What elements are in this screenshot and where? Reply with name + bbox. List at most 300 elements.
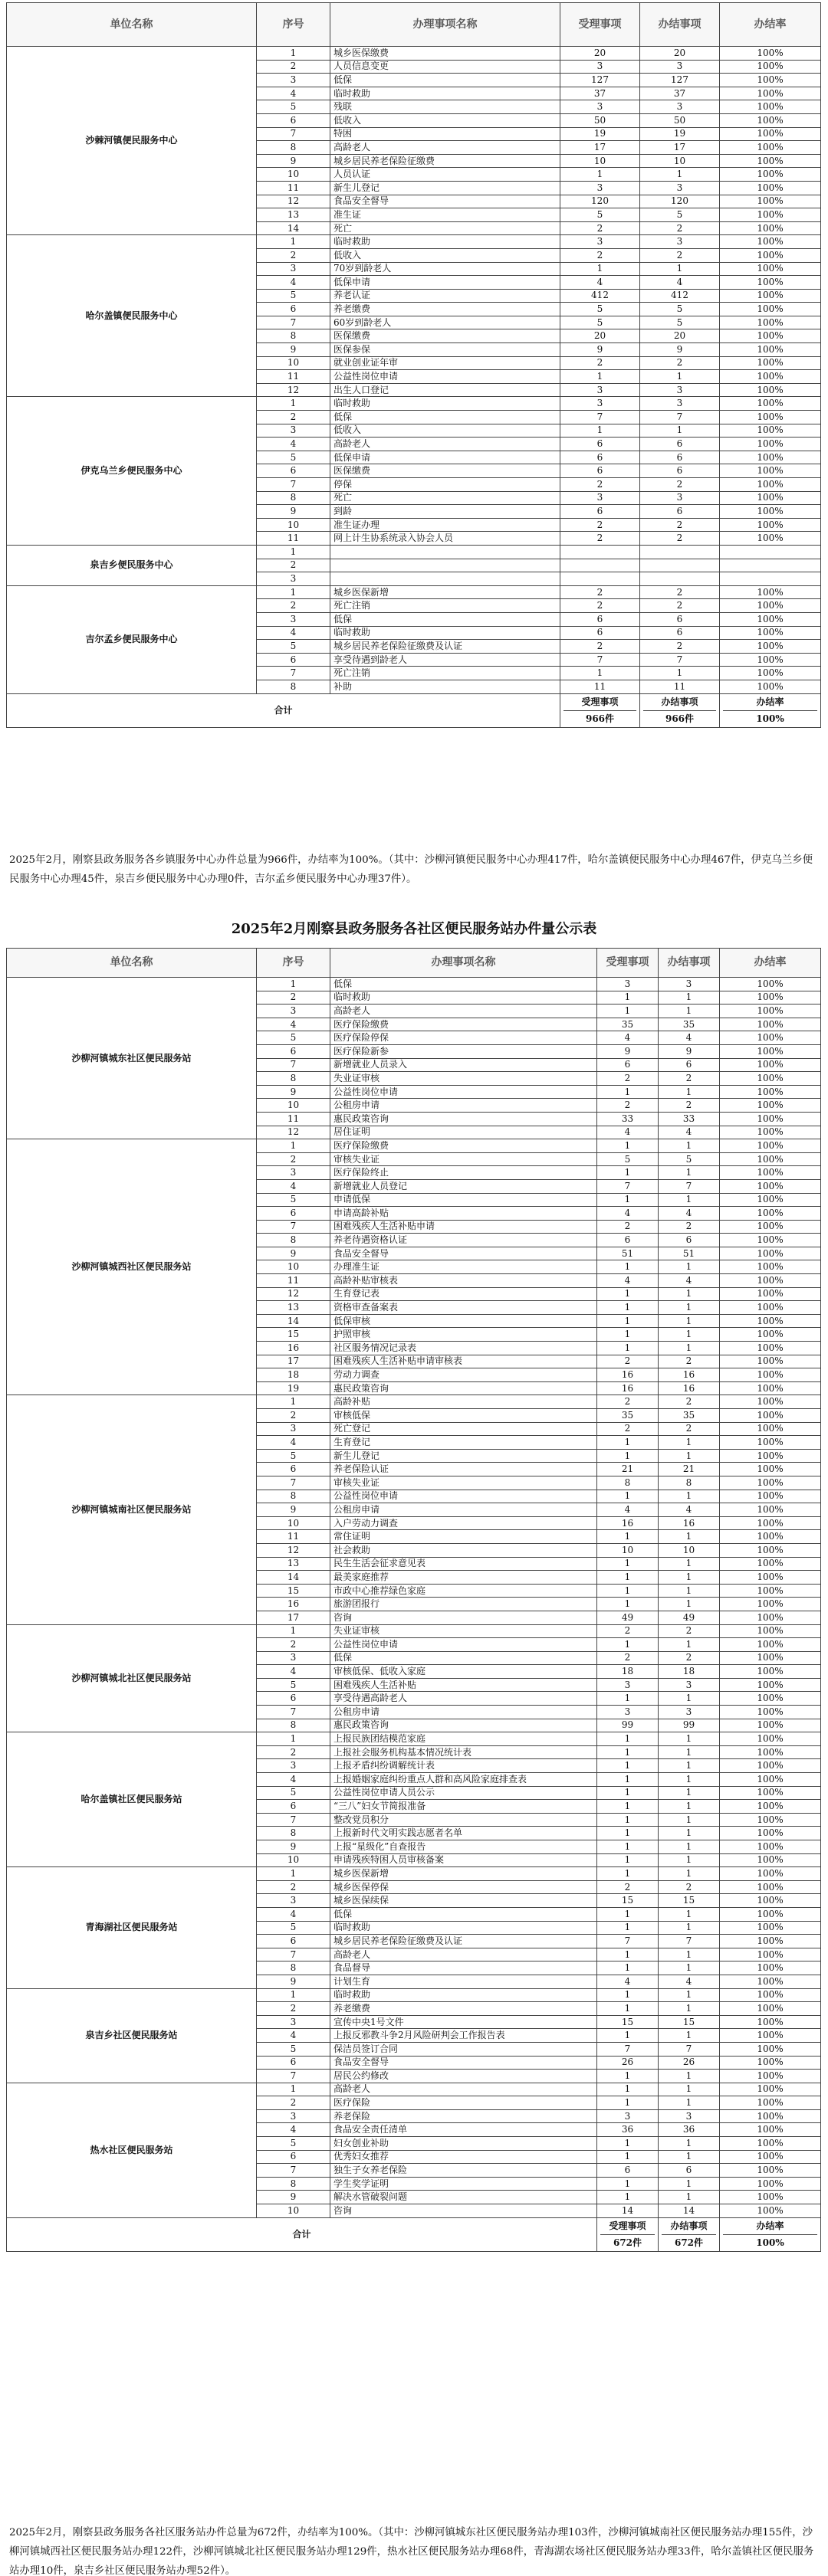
completed-count: 4 (640, 276, 720, 290)
unit-name: 热水社区便民服务站 (7, 2083, 257, 2217)
row-seq: 10 (257, 2204, 330, 2218)
item-name: 申请残疾特困人员审核备案 (330, 1853, 597, 1867)
accepted-count: 6 (560, 612, 640, 626)
row-seq: 4 (257, 626, 330, 640)
completed-count: 7 (659, 2042, 720, 2056)
item-name: 计划生育 (330, 1975, 597, 1988)
completion-rate: 100% (720, 1786, 821, 1800)
completed-count: 3 (659, 1678, 720, 1692)
item-name: 临时救助 (330, 991, 597, 1005)
row-seq: 3 (257, 612, 330, 626)
item-name: 新生儿登记 (330, 1449, 597, 1463)
item-name: 保洁员签订合同 (330, 2042, 597, 2056)
completed-count: 1 (640, 168, 720, 182)
item-name: 临时救助 (330, 626, 560, 640)
completion-rate: 100% (720, 1975, 821, 1988)
item-name: 城乡医保新增 (330, 1867, 597, 1881)
completed-count: 4 (659, 1503, 720, 1517)
accepted-count: 1 (597, 1436, 659, 1450)
accepted-count: 4 (597, 1503, 659, 1517)
completion-rate: 100% (720, 1813, 821, 1827)
completion-rate: 100% (720, 1706, 821, 1719)
item-name: 城乡医保停保 (330, 1880, 597, 1894)
row-seq: 4 (257, 2123, 330, 2137)
completion-rate: 100% (720, 1665, 821, 1679)
row-seq: 2 (257, 559, 330, 572)
completed-count: 1 (659, 1287, 720, 1301)
row-seq: 7 (257, 478, 330, 492)
accepted-count: 2 (560, 532, 640, 546)
completed-count: 20 (640, 47, 720, 61)
row-seq: 10 (257, 1099, 330, 1113)
completion-rate: 100% (720, 1058, 821, 1072)
row-seq: 1 (257, 47, 330, 61)
row-seq: 3 (257, 424, 330, 438)
row-seq: 3 (257, 1759, 330, 1773)
accepted-count: 1 (597, 1449, 659, 1463)
accepted-count: 1 (597, 2096, 659, 2110)
row-seq: 1 (257, 1395, 330, 1409)
row-seq: 7 (257, 1706, 330, 1719)
completed-count: 51 (659, 1247, 720, 1260)
row-seq: 6 (257, 1800, 330, 1814)
row-seq: 2 (257, 2096, 330, 2110)
completed-count: 2 (640, 599, 720, 613)
completion-rate: 100% (720, 2042, 821, 2056)
accepted-count: 1 (597, 1745, 659, 1759)
accepted-count: 3 (560, 100, 640, 114)
item-name: 劳动力调查 (330, 1368, 597, 1382)
completed-count: 2 (659, 1651, 720, 1665)
item-name: 死亡注销 (330, 599, 560, 613)
item-name: 低保 (330, 1651, 597, 1665)
completion-rate: 100% (720, 680, 821, 693)
completion-rate: 100% (720, 1368, 821, 1382)
column-header: 受理事项 (597, 949, 659, 978)
row-seq: 4 (257, 87, 330, 100)
completed-count: 4 (659, 1126, 720, 1139)
item-name: 公租房申请 (330, 1706, 597, 1719)
completed-count: 2 (659, 1072, 720, 1086)
accepted-count: 1 (560, 667, 640, 680)
completed-count: 2 (640, 356, 720, 370)
completed-count: 3 (640, 181, 720, 195)
completion-rate: 100% (720, 2015, 821, 2029)
completion-rate: 100% (720, 1314, 821, 1328)
completion-rate: 100% (720, 478, 821, 492)
accepted-count: 10 (560, 154, 640, 168)
item-name: 资格审查备案表 (330, 1301, 597, 1315)
completion-rate: 100% (720, 2123, 821, 2137)
total-cell (659, 2217, 720, 2251)
completion-rate: 100% (720, 221, 821, 235)
completion-rate: 100% (720, 1611, 821, 1624)
item-name: 就业创业证年审 (330, 356, 560, 370)
item-name: 审核低保、低收入家庭 (330, 1665, 597, 1679)
row-seq: 7 (257, 1813, 330, 1827)
row-seq: 9 (257, 1975, 330, 1988)
item-name: 高龄老人 (330, 141, 560, 155)
accepted-count: 1 (597, 1584, 659, 1598)
row-seq: 15 (257, 1328, 330, 1342)
accepted-count: 2 (597, 1072, 659, 1086)
row-seq: 1 (257, 978, 330, 991)
item-name: 城乡居民养老保险征缴费 (330, 154, 560, 168)
completed-count: 6 (640, 505, 720, 519)
row-seq: 3 (257, 1651, 330, 1665)
row-seq: 8 (257, 1719, 330, 1732)
total-value: 672件 (674, 2237, 704, 2248)
row-seq: 9 (257, 154, 330, 168)
accepted-count: 26 (597, 2056, 659, 2070)
row-seq: 13 (257, 208, 330, 222)
completion-rate: 100% (720, 2056, 821, 2070)
accepted-count: 15 (597, 2015, 659, 2029)
total-header: 办结事项 (643, 694, 716, 711)
completed-count: 15 (659, 1894, 720, 1908)
item-name: 低保申请 (330, 276, 560, 290)
completion-rate: 100% (720, 1031, 821, 1045)
row-seq: 5 (257, 451, 330, 464)
accepted-count: 2 (597, 1395, 659, 1409)
completion-rate: 100% (720, 1085, 821, 1099)
accepted-count: 49 (597, 1611, 659, 1624)
item-name: 社会救助 (330, 1543, 597, 1557)
item-name: 独生子女养老保险 (330, 2164, 597, 2178)
item-name: 护照审核 (330, 1328, 597, 1342)
completion-rate: 100% (720, 1287, 821, 1301)
completion-rate: 100% (720, 1193, 821, 1207)
item-name: 入户劳动力调查 (330, 1516, 597, 1530)
accepted-count: 412 (560, 289, 640, 303)
item-name: 临时救助 (330, 1921, 597, 1935)
item-name: 居住证明 (330, 1126, 597, 1139)
item-name: 食品安全督导 (330, 1247, 597, 1260)
accepted-count: 4 (597, 1975, 659, 1988)
accepted-count: 1 (597, 1800, 659, 1814)
completed-count: 9 (659, 1044, 720, 1058)
completion-rate: 100% (720, 113, 821, 127)
accepted-count: 1 (560, 370, 640, 384)
item-name: 申请高龄补贴 (330, 1207, 597, 1221)
completed-count: 1 (659, 2177, 720, 2191)
total-header: 办结事项 (662, 2218, 716, 2235)
accepted-count: 1 (597, 1961, 659, 1975)
row-seq: 10 (257, 518, 330, 532)
row-seq: 6 (257, 1044, 330, 1058)
row-seq: 6 (257, 1935, 330, 1948)
completion-rate: 100% (720, 1624, 821, 1638)
total-cell (640, 693, 720, 727)
item-name: 生育登记表 (330, 1287, 597, 1301)
accepted-count: 1 (597, 1907, 659, 1921)
row-seq: 11 (257, 1112, 330, 1126)
row-seq: 14 (257, 1314, 330, 1328)
accepted-count: 1 (597, 2177, 659, 2191)
completion-rate: 100% (720, 2191, 821, 2204)
completed-count: 35 (659, 1409, 720, 1423)
completion-rate: 100% (720, 127, 821, 141)
completed-count (640, 559, 720, 572)
completion-rate: 100% (720, 1584, 821, 1598)
item-name: 补助 (330, 680, 560, 693)
completion-rate: 100% (720, 1503, 821, 1517)
table-row (7, 1139, 821, 1153)
table-row (7, 2083, 821, 2096)
row-seq: 11 (257, 532, 330, 546)
completion-rate: 100% (720, 343, 821, 357)
item-name: 医疗保险终止 (330, 1166, 597, 1180)
row-seq: 13 (257, 1557, 330, 1571)
completed-count: 15 (659, 2015, 720, 2029)
completed-count: 3 (640, 100, 720, 114)
completion-rate: 100% (720, 1961, 821, 1975)
item-name (330, 572, 560, 586)
completion-rate: 100% (720, 1880, 821, 1894)
item-name: 医疗保险新参 (330, 1044, 597, 1058)
accepted-count: 2 (597, 1651, 659, 1665)
accepted-count: 16 (597, 1368, 659, 1382)
row-seq: 1 (257, 1867, 330, 1881)
item-name: 公益性岗位申请 (330, 1085, 597, 1099)
completed-count: 3 (640, 383, 720, 397)
accepted-count (560, 559, 640, 572)
completion-rate: 100% (720, 1719, 821, 1732)
row-seq: 4 (257, 1018, 330, 1031)
accepted-count: 2 (560, 518, 640, 532)
completed-count: 26 (659, 2056, 720, 2070)
row-seq: 6 (257, 303, 330, 316)
item-name: 社区服务情况记录表 (330, 1342, 597, 1355)
completion-rate: 100% (720, 1840, 821, 1854)
row-seq: 6 (257, 464, 330, 478)
unit-name: 哈尔盖镇便民服务中心 (7, 235, 257, 397)
completed-count: 1 (659, 1598, 720, 1611)
row-seq: 1 (257, 2083, 330, 2096)
completed-count: 1 (659, 2191, 720, 2204)
item-name: 审核低保 (330, 1409, 597, 1423)
row-seq: 9 (257, 1503, 330, 1517)
row-seq: 2 (257, 1409, 330, 1423)
completed-count: 1 (659, 1921, 720, 1935)
table-row (7, 47, 821, 61)
row-seq: 13 (257, 1301, 330, 1315)
item-name: 死亡注销 (330, 667, 560, 680)
row-seq: 11 (257, 370, 330, 384)
completion-rate: 100% (720, 248, 821, 262)
completed-count: 7 (640, 653, 720, 667)
row-seq: 6 (257, 113, 330, 127)
accepted-count: 2 (597, 1355, 659, 1368)
row-seq: 3 (257, 74, 330, 87)
completion-rate: 100% (720, 1745, 821, 1759)
completed-count: 2 (659, 1880, 720, 1894)
completed-count: 14 (659, 2204, 720, 2218)
completed-count: 2 (640, 518, 720, 532)
completion-rate: 100% (720, 316, 821, 329)
completion-rate: 100% (720, 2164, 821, 2178)
item-name: 高龄老人 (330, 1948, 597, 1961)
completed-count: 3 (640, 491, 720, 505)
completion-rate (720, 572, 821, 586)
completed-count: 5 (640, 316, 720, 329)
table-row (7, 1395, 821, 1409)
completion-rate: 100% (720, 1759, 821, 1773)
completed-count: 1 (659, 1436, 720, 1450)
item-name: 养老认证 (330, 289, 560, 303)
row-seq: 2 (257, 2002, 330, 2016)
item-name: 养老保险认证 (330, 1463, 597, 1476)
item-name: 到龄 (330, 505, 560, 519)
total-label: 合计 (7, 2217, 597, 2251)
completed-count: 21 (659, 1463, 720, 1476)
item-name: 公益性岗位申请 (330, 370, 560, 384)
row-seq: 9 (257, 2191, 330, 2204)
completed-count: 1 (659, 1085, 720, 1099)
row-seq: 12 (257, 383, 330, 397)
completion-rate: 100% (720, 1018, 821, 1031)
completion-rate: 100% (720, 397, 821, 411)
item-name: 医疗保险停保 (330, 1031, 597, 1045)
accepted-count: 1 (597, 1301, 659, 1315)
accepted-count: 33 (597, 1112, 659, 1126)
table-row (7, 978, 821, 991)
completed-count: 2 (640, 478, 720, 492)
completion-rate (720, 559, 821, 572)
row-seq: 10 (257, 1853, 330, 1867)
row-seq: 2 (257, 1745, 330, 1759)
completed-count: 2 (659, 1355, 720, 1368)
total-cell (720, 2217, 821, 2251)
completion-rate: 100% (720, 1005, 821, 1018)
completed-count: 6 (659, 1058, 720, 1072)
item-name: 公益性岗位申请人员公示 (330, 1786, 597, 1800)
item-name: 人员信息变更 (330, 60, 560, 74)
table-row (7, 585, 821, 599)
completion-rate: 100% (720, 100, 821, 114)
completion-rate: 100% (720, 1988, 821, 2002)
accepted-count: 120 (560, 195, 640, 208)
accepted-count: 1 (597, 1948, 659, 1961)
total-header: 受理事项 (600, 2218, 655, 2235)
accepted-count: 3 (597, 978, 659, 991)
row-seq: 8 (257, 1961, 330, 1975)
item-name: 惠民政策咨询 (330, 1381, 597, 1395)
accepted-count: 35 (597, 1409, 659, 1423)
accepted-count: 7 (597, 1179, 659, 1193)
row-seq: 4 (257, 1665, 330, 1679)
accepted-count: 1 (597, 991, 659, 1005)
item-name: 低保 (330, 612, 560, 626)
row-seq: 3 (257, 2109, 330, 2123)
item-name: 死亡 (330, 221, 560, 235)
accepted-count: 2 (560, 248, 640, 262)
row-seq: 8 (257, 1072, 330, 1086)
completion-rate: 100% (720, 1530, 821, 1544)
total-header: 受理事项 (564, 694, 636, 711)
row-seq: 7 (257, 316, 330, 329)
completed-count: 120 (640, 195, 720, 208)
completed-count: 7 (640, 411, 720, 424)
accepted-count: 1 (597, 2070, 659, 2083)
unit-name: 沙柳河镇城东社区便民服务站 (7, 978, 257, 1139)
row-seq: 11 (257, 1530, 330, 1544)
completion-rate: 100% (720, 991, 821, 1005)
row-seq: 8 (257, 680, 330, 693)
table-row (7, 1624, 821, 1638)
item-name: 养老缴费 (330, 2002, 597, 2016)
total-cell (720, 693, 821, 727)
completion-rate: 100% (720, 329, 821, 343)
community-summary-note: 2025年2月，刚察县政务服务各社区服务站办件总量为672件，办结率为100%。（其中：沙柳河镇城东社区便民服务站办理103件，沙柳河镇城南社区便民服务站办理155件，沙柳河镇城西社区便民服务站办理122件，沙柳河镇城北社区便民服务站办理129件，热水社区便民服务站办理68件，青海湖农场社区便民服务站办理33件，哈尔盖镇社区便民服务站办理10件，泉吉乡社区便民服务站办理52件）。 (9, 2527, 814, 2576)
row-seq: 3 (257, 2015, 330, 2029)
accepted-count: 35 (597, 1018, 659, 1031)
row-seq: 6 (257, 1692, 330, 1706)
item-name: 死亡 (330, 491, 560, 505)
row-seq: 12 (257, 1543, 330, 1557)
completion-rate: 100% (720, 303, 821, 316)
completed-count: 1 (659, 2096, 720, 2110)
completed-count: 10 (659, 1543, 720, 1557)
row-seq: 2 (257, 248, 330, 262)
item-name: 失业证审核 (330, 1072, 597, 1086)
completion-rate: 100% (720, 1260, 821, 1274)
accepted-count: 3 (597, 2109, 659, 2123)
completion-rate: 100% (720, 47, 821, 61)
accepted-count: 1 (597, 1166, 659, 1180)
completed-count: 4 (659, 1031, 720, 1045)
row-seq: 6 (257, 2056, 330, 2070)
item-name: 居民公约修改 (330, 2070, 597, 2083)
row-seq: 2 (257, 991, 330, 1005)
completion-rate: 100% (720, 653, 821, 667)
item-name: 常住证明 (330, 1530, 597, 1544)
completed-count: 1 (659, 1692, 720, 1706)
completed-count: 1 (659, 1961, 720, 1975)
total-cell (560, 693, 640, 727)
column-header: 序号 (257, 3, 330, 47)
completion-rate: 100% (720, 1867, 821, 1881)
accepted-count: 1 (597, 1786, 659, 1800)
completed-count: 3 (640, 397, 720, 411)
completed-count: 1 (659, 1530, 720, 1544)
completion-rate: 100% (720, 2083, 821, 2096)
accepted-count: 1 (597, 1732, 659, 1746)
completion-rate: 100% (720, 424, 821, 438)
completed-count: 3 (659, 2109, 720, 2123)
row-seq: 5 (257, 100, 330, 114)
completion-rate: 100% (720, 2177, 821, 2191)
completion-rate: 100% (720, 1112, 821, 1126)
unit-name: 沙柳河镇城北社区便民服务站 (7, 1624, 257, 1732)
completed-count: 20 (640, 329, 720, 343)
item-name: 临时救助 (330, 235, 560, 249)
table-row (7, 545, 821, 559)
item-name: 人员认证 (330, 168, 560, 182)
accepted-count: 2 (560, 478, 640, 492)
completed-count: 1 (659, 1449, 720, 1463)
completed-count: 8 (659, 1476, 720, 1490)
row-seq: 3 (257, 572, 330, 586)
column-header: 办结事项 (659, 949, 720, 978)
accepted-count: 1 (560, 168, 640, 182)
completion-rate: 100% (720, 1692, 821, 1706)
completed-count (640, 572, 720, 586)
accepted-count: 127 (560, 74, 640, 87)
item-name: 医疗保险缴费 (330, 1139, 597, 1153)
accepted-count: 1 (597, 1557, 659, 1571)
item-name: 死亡登记 (330, 1422, 597, 1436)
